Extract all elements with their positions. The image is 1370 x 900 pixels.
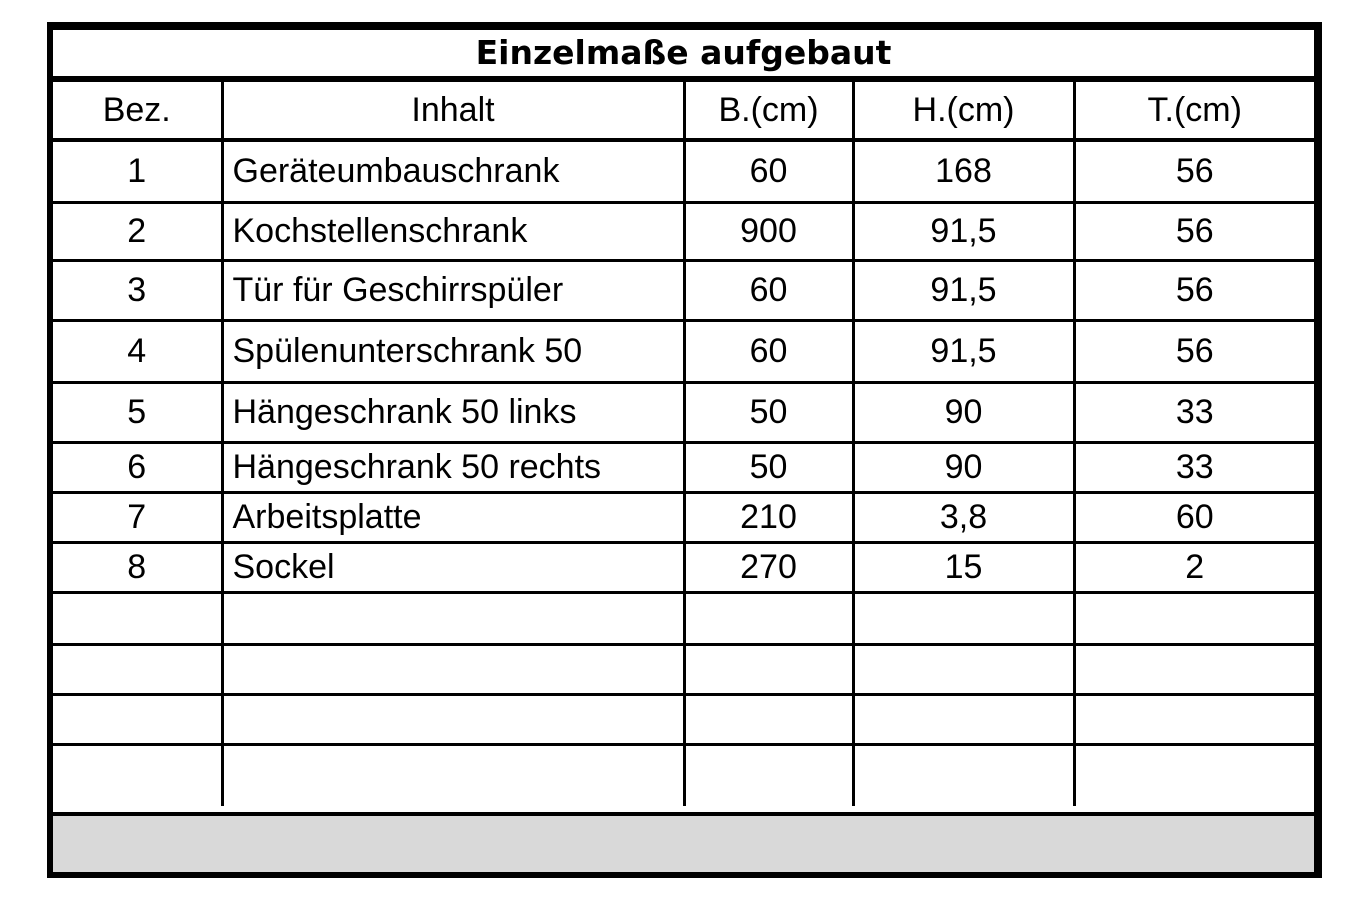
cell-tiefe <box>1074 694 1314 744</box>
cell-inhalt <box>222 644 684 694</box>
cell-hoehe <box>853 592 1074 644</box>
cell-bez <box>53 644 222 694</box>
cell-breite: 50 <box>684 442 853 492</box>
cell-breite: 210 <box>684 492 853 542</box>
cell-breite <box>684 644 853 694</box>
cell-tiefe: 56 <box>1074 320 1314 382</box>
cell-bez: 7 <box>53 492 222 542</box>
cell-tiefe: 56 <box>1074 202 1314 260</box>
header-bez: Bez. <box>53 82 222 140</box>
table-header-row <box>53 82 1314 140</box>
table-title: Einzelmaße aufgebaut <box>53 30 1314 82</box>
cell-inhalt <box>222 744 684 806</box>
cell-inhalt: Sockel <box>222 542 684 592</box>
cell-hoehe: 90 <box>853 442 1074 492</box>
cell-tiefe: 56 <box>1074 140 1314 202</box>
cell-inhalt: Tür für Geschirrspüler <box>222 260 684 320</box>
cell-breite: 60 <box>684 140 853 202</box>
cell-inhalt: Geräteumbauschrank <box>222 140 684 202</box>
cell-breite <box>684 592 853 644</box>
table-row <box>53 320 1314 382</box>
cell-hoehe: 168 <box>853 140 1074 202</box>
cell-hoehe: 15 <box>853 542 1074 592</box>
cell-hoehe: 3,8 <box>853 492 1074 542</box>
cell-tiefe <box>1074 644 1314 694</box>
table-row <box>53 492 1314 542</box>
cell-tiefe: 33 <box>1074 442 1314 492</box>
cell-breite: 60 <box>684 260 853 320</box>
table-row <box>53 442 1314 492</box>
cell-tiefe: 56 <box>1074 260 1314 320</box>
dimensions-table <box>53 82 1314 806</box>
table-row <box>53 542 1314 592</box>
cell-tiefe <box>1074 744 1314 806</box>
cell-breite: 900 <box>684 202 853 260</box>
cell-tiefe <box>1074 592 1314 644</box>
table-row-empty <box>53 644 1314 694</box>
cell-breite <box>684 694 853 744</box>
cell-inhalt: Hängeschrank 50 links <box>222 382 684 442</box>
cell-breite <box>684 744 853 806</box>
header-tiefe: T.(cm) <box>1074 82 1314 140</box>
cell-tiefe: 33 <box>1074 382 1314 442</box>
cell-bez: 8 <box>53 542 222 592</box>
footer-shaded-row <box>53 812 1314 872</box>
cell-breite: 50 <box>684 382 853 442</box>
cell-bez <box>53 592 222 644</box>
cell-bez: 1 <box>53 140 222 202</box>
table-row-empty <box>53 744 1314 806</box>
cell-bez: 4 <box>53 320 222 382</box>
table-row <box>53 202 1314 260</box>
cell-hoehe: 91,5 <box>853 320 1074 382</box>
table-row <box>53 382 1314 442</box>
dimensions-table-sheet <box>47 22 1322 878</box>
header-hoehe: H.(cm) <box>853 82 1074 140</box>
cell-bez <box>53 694 222 744</box>
cell-inhalt <box>222 694 684 744</box>
cell-hoehe <box>853 644 1074 694</box>
cell-inhalt: Kochstellenschrank <box>222 202 684 260</box>
cell-inhalt: Spülenunterschrank 50 <box>222 320 684 382</box>
header-inhalt: Inhalt <box>222 82 684 140</box>
header-breite: B.(cm) <box>684 82 853 140</box>
cell-bez: 6 <box>53 442 222 492</box>
cell-breite: 270 <box>684 542 853 592</box>
cell-bez: 2 <box>53 202 222 260</box>
table-row <box>53 140 1314 202</box>
cell-bez: 3 <box>53 260 222 320</box>
cell-breite: 60 <box>684 320 853 382</box>
cell-hoehe <box>853 694 1074 744</box>
cell-tiefe: 2 <box>1074 542 1314 592</box>
cell-tiefe: 60 <box>1074 492 1314 542</box>
table-row-empty <box>53 592 1314 644</box>
cell-inhalt <box>222 592 684 644</box>
cell-inhalt: Hängeschrank 50 rechts <box>222 442 684 492</box>
table-row <box>53 260 1314 320</box>
cell-hoehe: 91,5 <box>853 202 1074 260</box>
cell-bez: 5 <box>53 382 222 442</box>
cell-inhalt: Arbeitsplatte <box>222 492 684 542</box>
cell-bez <box>53 744 222 806</box>
cell-hoehe: 91,5 <box>853 260 1074 320</box>
table-row-empty <box>53 694 1314 744</box>
cell-hoehe: 90 <box>853 382 1074 442</box>
cell-hoehe <box>853 744 1074 806</box>
